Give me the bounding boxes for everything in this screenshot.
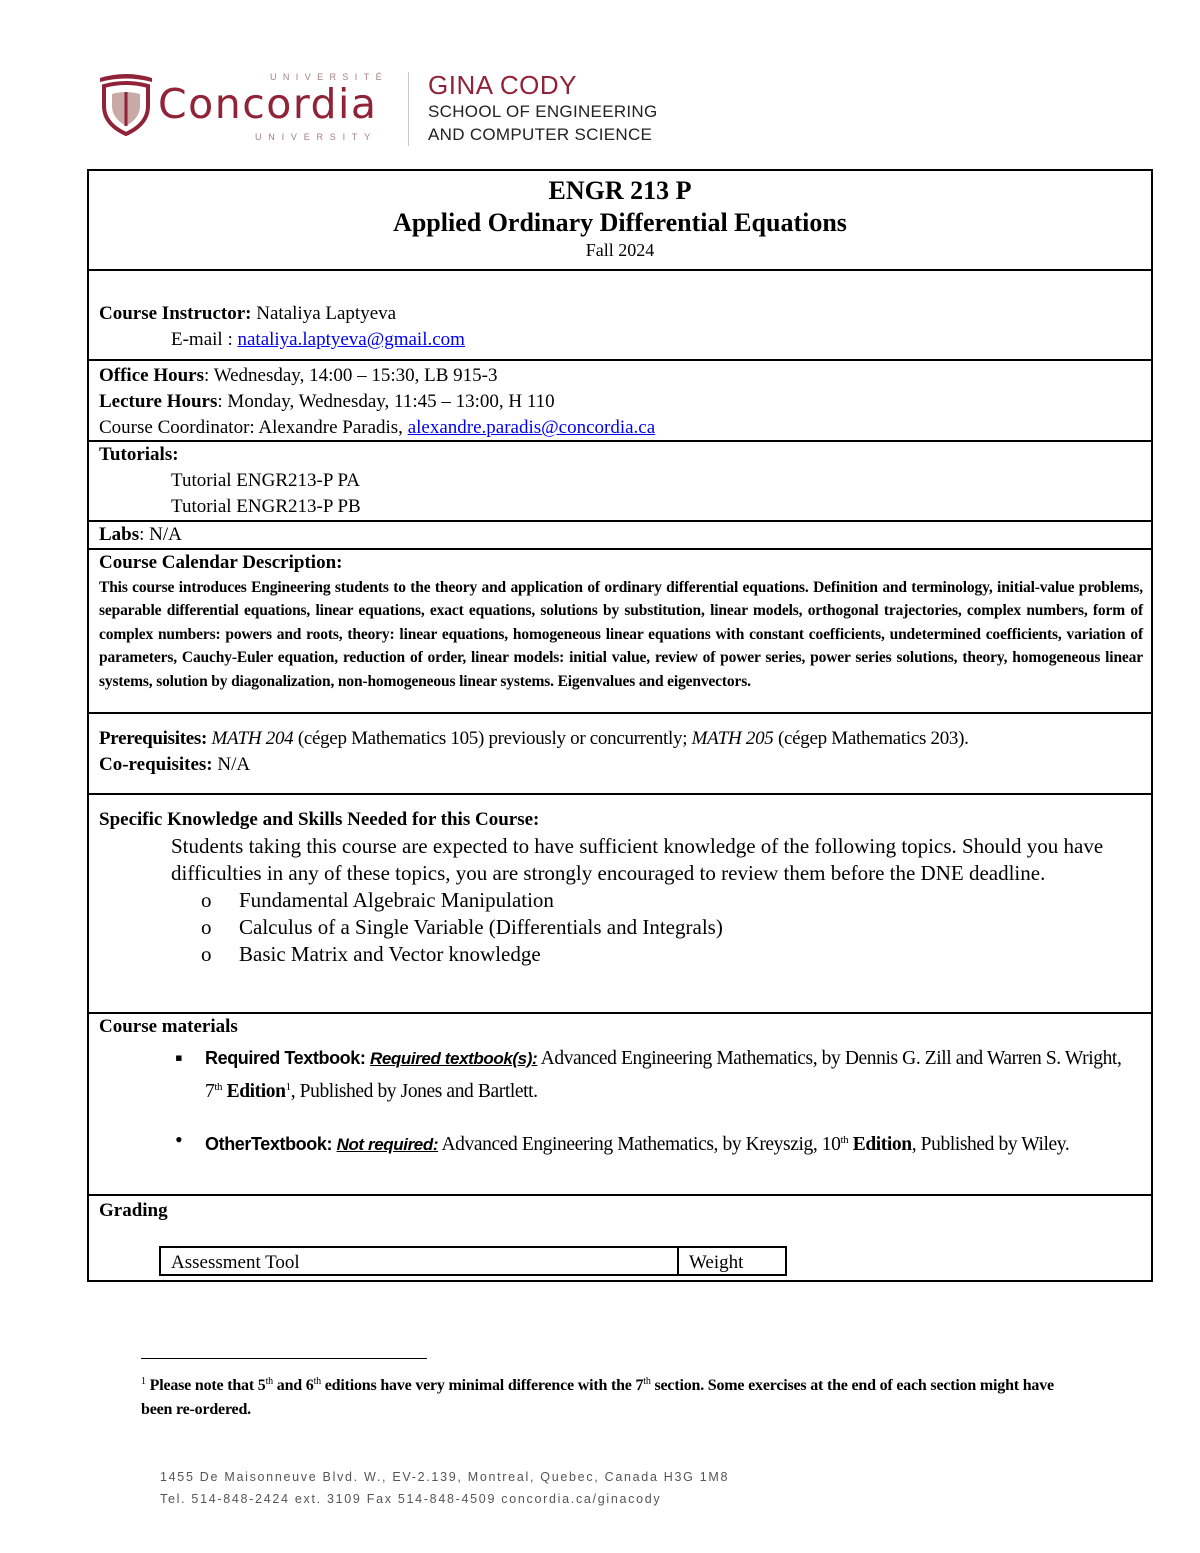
lecture-hours-label: Lecture Hours (99, 391, 218, 412)
materials-label: Course materials (99, 1016, 238, 1037)
address-footer (160, 1466, 729, 1510)
bullet-icon: o (201, 888, 212, 912)
calendar-description: This course introduces Engineering students to the theory and application of ordinary differential equations. Definition and terminology, initial-value problems, separable differential equations, linear equations, exact equations, solutions by substitution, linear models, orthogonal trajectories, complex numbers, form of complex numbers: powers and roots, theory: linear equations, homogeneous linear equations with constant coefficients, undetermined coefficients, variation of parameters, Cauchy-Euler equation, reduction of order, linear models: initial value, review of power series, power series solutions, theory, homogeneous linear systems, solution by diagonalization, non-homogeneous linear systems. Eigenvalues and eigenvectors. (99, 579, 1143, 690)
bullet-icon: o (201, 942, 212, 966)
column-header-assessment: Assessment Tool (160, 1247, 678, 1275)
required-textbook-item: ▪ Required Textbook: Required textbook(s): Advanced Engineering Mathematics, by Dennis G. Zill and Warren S. Wright, 7th Edition$^1$, Published by Jones and Bartlett. (175, 1045, 1122, 1102)
required-textbook-note: Required textbook(s): (369, 1049, 538, 1068)
prerequisites-label: Prerequisites: (99, 728, 208, 749)
other-textbook-item: • OtherTextbook: Not required: Advanced Engineering Mathematics, by Kreyszig, 10th Edition, Published by Wiley. (175, 1127, 1070, 1155)
office-hours-label: Office Hours (99, 365, 205, 386)
school-logo (98, 70, 698, 150)
list-item: o Calculus of a Single Variable (Differentials and Integrals) (201, 915, 723, 939)
calendar-label: Course Calendar Description: (99, 552, 343, 573)
logo-divider (408, 72, 409, 146)
table-row (160, 1247, 786, 1275)
school-name: GINA CODY (428, 70, 577, 100)
concordia-wordmark: Concordia (158, 80, 378, 128)
footnote-separator (141, 1358, 427, 1359)
coordinator-email-link[interactable]: alexandre.paradis@concordia.ca (407, 417, 656, 438)
prerequisites-row (89, 714, 1151, 795)
corequisites-value: N/A (217, 754, 251, 775)
bullet-icon: o (201, 915, 212, 939)
grading-row (89, 1196, 1151, 1280)
instructor-label: Course Instructor: (99, 303, 252, 324)
other-textbook-edition: Edition (852, 1134, 912, 1155)
required-textbook-label: Required Textbook (205, 1048, 360, 1068)
course-materials-row (89, 1014, 1151, 1196)
grading-table (159, 1246, 787, 1276)
instructor-name: Nataliya Laptyeva (256, 303, 397, 324)
instructor-row (89, 271, 1151, 361)
bullet-icon: • (175, 1127, 183, 1152)
course-outline-table (87, 169, 1153, 1282)
address-line: 1455 De Maisonneuve Blvd. W., EV-2.139, Montreal, Quebec, Canada H3G 1M8 (160, 1470, 730, 1484)
course-term: Fall 2024 (585, 240, 655, 260)
school-subtitle-line1: SCHOOL OF ENGINEERING (428, 102, 658, 121)
corequisites-label: Co-requisites: (99, 754, 213, 775)
list-item: o Fundamental Algebraic Manipulation (201, 888, 554, 912)
other-textbook-label: OtherTextbook: (205, 1134, 333, 1154)
prereq-note-math204: (cégep Mathematics 105) previously or concurrently; (297, 728, 688, 749)
prereq-course-math204: MATH 204 (211, 728, 294, 749)
labs-value: : N/A (139, 524, 182, 545)
concordia-shield-icon (98, 72, 154, 136)
university-label: UNIVERSITY (255, 132, 378, 142)
required-textbook-text: Advanced Engineering Mathematics, by Dennis G. Zill and Warren S. Wright, 7 (205, 1048, 1122, 1102)
labs-row (89, 522, 1151, 550)
hours-row (89, 361, 1151, 442)
coordinator-text: Course Coordinator: Alexandre Paradis, (99, 417, 403, 438)
tutorials-row (89, 442, 1151, 522)
other-textbook-text: Advanced Engineering Mathematics, by Kreyszig, 10 (441, 1134, 841, 1155)
tutorials-label: Tutorials: (99, 444, 179, 465)
other-textbook-note: Not required: (336, 1135, 439, 1154)
list-item: o Basic Matrix and Vector knowledge (201, 942, 541, 966)
lecture-hours-value: : Monday, Wednesday, 11:45 – 13:00, H 110 (217, 391, 555, 412)
labs-label: Labs (99, 524, 140, 545)
office-hours-value: : Wednesday, 14:00 – 15:30, LB 915-3 (204, 365, 498, 386)
prereq-note-math205: (cégep Mathematics 203). (777, 728, 969, 749)
universite-label: UNIVERSITÉ (270, 72, 389, 82)
skills-intro: Students taking this course are expected to have sufficient knowledge of the following topics. Should you have difficulties in any of these topics, you are strongly encouraged to review them before the DNE deadline. (171, 834, 1104, 885)
prereq-course-math205: MATH 205 (691, 728, 774, 749)
footnote-ref[interactable]: 1 (285, 1081, 291, 1093)
course-title-row (89, 171, 1151, 271)
skills-row (89, 795, 1151, 1014)
contact-line: Tel. 514-848-2424 ext. 3109 Fax 514-848-4509 concordia.ca/ginacody (160, 1492, 662, 1506)
footnote: $^1$ Please note that 5th and 6th editions have very minimal difference with the 7th section. Some exercises at the end of each section might have been re-ordered. (141, 1376, 1054, 1418)
footnote-marker: 1 (141, 1376, 146, 1387)
required-textbook-edition: Edition (226, 1081, 286, 1102)
course-title: Applied Ordinary Differential Equations (393, 208, 847, 237)
instructor-email-link[interactable]: nataliya.laptyeva@gmail.com (237, 329, 465, 350)
bullet-icon: ▪ (175, 1045, 183, 1070)
column-header-weight: Weight (678, 1247, 786, 1275)
skills-label: Specific Knowledge and Skills Needed for this Course: (99, 809, 540, 830)
school-subtitle-line2: AND COMPUTER SCIENCE (428, 125, 653, 144)
grading-label: Grading (99, 1200, 168, 1221)
tutorial-item: Tutorial ENGR213-P PB (171, 496, 361, 517)
calendar-description-row (89, 550, 1151, 714)
tutorial-item: Tutorial ENGR213-P PA (171, 470, 360, 491)
course-code: ENGR 213 P (548, 176, 692, 205)
email-label: E-mail : (171, 329, 233, 350)
